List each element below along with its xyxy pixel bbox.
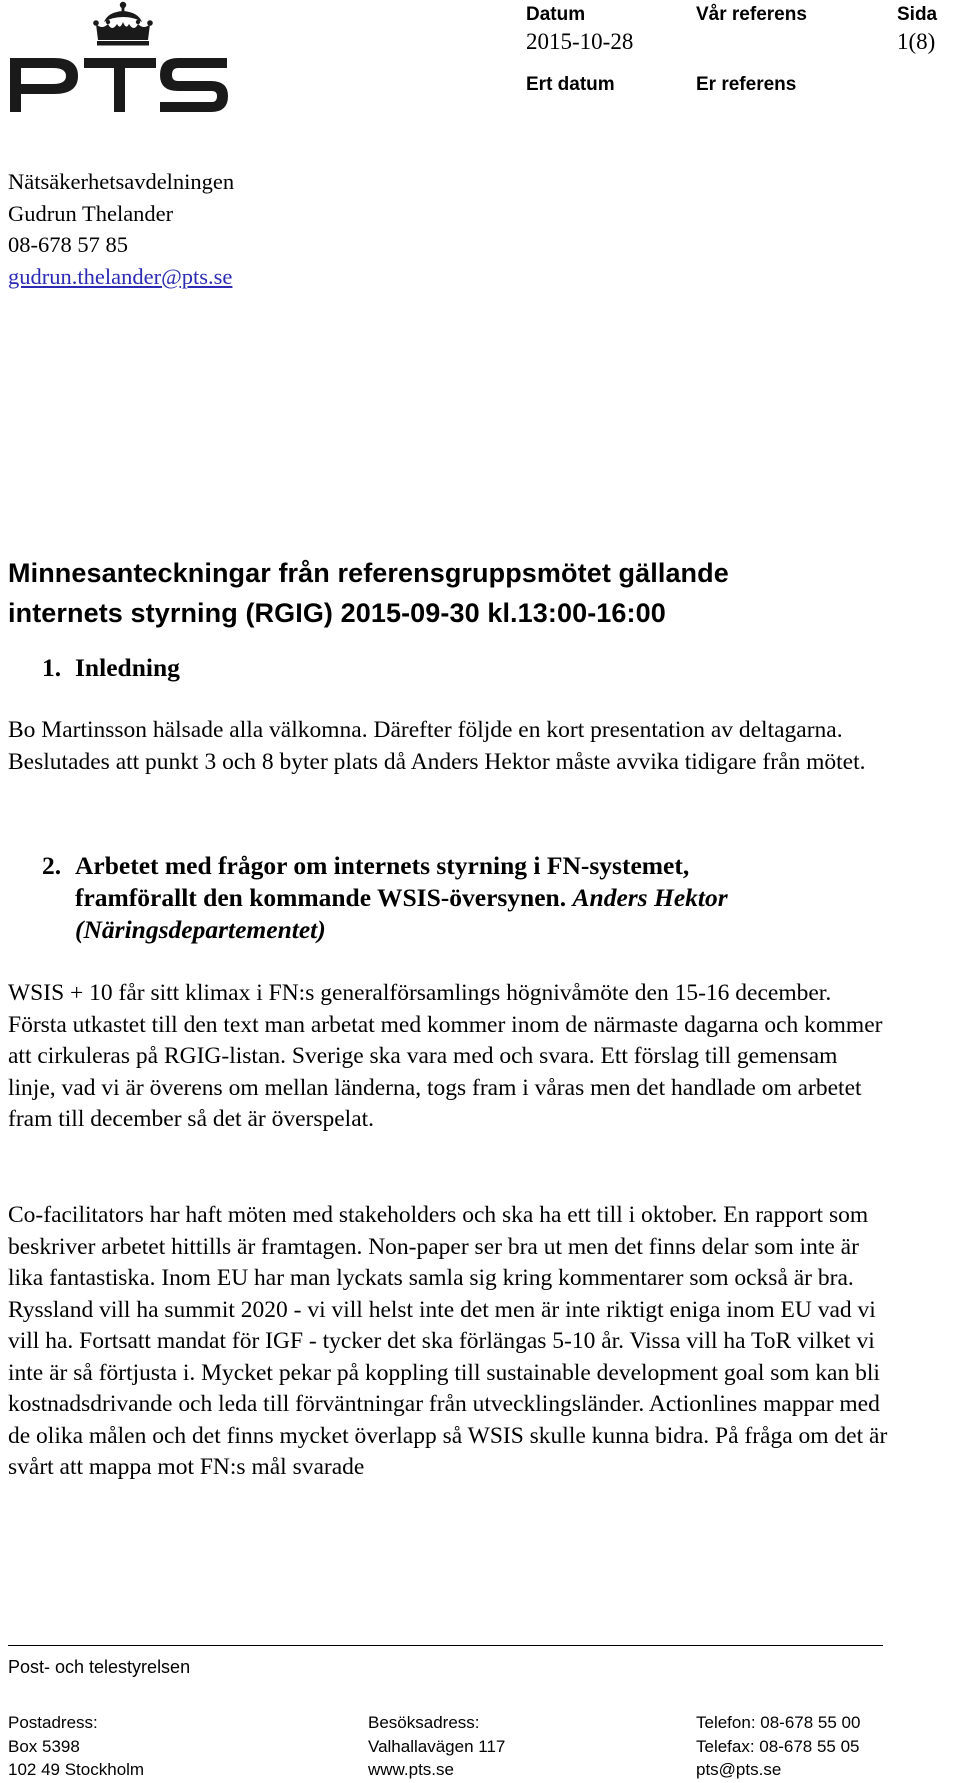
sida-label: Sida bbox=[897, 4, 938, 25]
sender-email-link[interactable]: gudrun.thelander@pts.se bbox=[8, 263, 233, 289]
section-2-title-line-1: Arbetet med frågor om internets styrning i FN-systemet, bbox=[75, 851, 690, 880]
footer-org: Post- och telestyrelsen bbox=[8, 1657, 191, 1677]
title-line-2: internets styrning (RGIG) 2015-09-30 kl.13:00-16:00 bbox=[8, 598, 666, 628]
section-1-title: Inledning bbox=[75, 653, 180, 682]
sender-block bbox=[8, 166, 234, 292]
section-1-body: Bo Martinsson hälsade alla välkomna. Därefter följde en kort presentation av deltagarna. Beslutades att punkt 3 och 8 byter plats då Anders Hektor måste avvika tidigare från mötet. bbox=[8, 717, 866, 775]
footer-postadress bbox=[8, 1711, 144, 1782]
datum-label: Datum bbox=[526, 4, 586, 25]
document-title bbox=[8, 553, 908, 633]
besoksadress-line-1: Valhallavägen 117 bbox=[368, 1736, 506, 1756]
section-2-paragraph-2: Co-facilitators har haft möten med stakeholders och ska ha ett till i oktober. En rapport som beskriver arbetet hittills är framtagen. Non-paper ser bra ut men det finns delar som inte är lika fantastiska. Inom EU har man lyckats samla sig kring kommentarer som också är bra. Ryssland vill ha summit 2020 - vi vill helst inte det men är inte riktigt eniga inom EU vad vi vill ha. Fortsatt mandat för IGF - tycker det ska förlängas 5-10 år. Vissa vill ha ToR vilket vi inte är så förtjusta i. Mycket pekar på koppling till sustainable development goal som kan bli kostnadsdrivande och leda till förväntningar från utvecklingsländer. Actionlines mappar med de olika målen och det finns mycket överlapp så WSIS skulle kunna bidra. På fråga om det är svårt att mappa mot FN:s mål svarade bbox=[8, 1202, 888, 1480]
er-referens-label: Er referens bbox=[696, 74, 797, 95]
logo-text: PTS bbox=[8, 0, 10, 1]
footer-contact bbox=[696, 1711, 860, 1782]
postadress-line-1: Box 5398 bbox=[8, 1736, 80, 1756]
footer-besoksadress bbox=[368, 1711, 505, 1782]
pts-logo bbox=[8, 0, 228, 115]
section-2-title-line-2: framförallt den kommande WSIS-översynen. bbox=[75, 883, 567, 912]
logo-letter-t bbox=[84, 58, 156, 112]
postadress-label: Postadress: bbox=[8, 1713, 98, 1732]
sida-value: 1(8) bbox=[897, 29, 936, 54]
logo-letter-s bbox=[160, 58, 228, 112]
footer-email[interactable]: pts@pts.se bbox=[696, 1760, 782, 1779]
section-2-heading bbox=[42, 850, 912, 946]
footer-telefon: Telefon: 08-678 55 00 bbox=[696, 1713, 861, 1732]
section-2-paragraph-1: WSIS + 10 får sitt klimax i FN:s generalförsamlings högnivåmöte den 15-16 december. Första utkastet till den text man arbetat med kommer inom de närmaste dagarna och kommer att cirkuleras på RGIG-listan. Sverige ska vara med och svara. Ett förslag till gemensam linje, vad vi är överens om mellan länderna, togs fram i våras men det handlade om arbetet fram till december så det är överspelat. bbox=[8, 980, 883, 1132]
var-referens-label: Vår referens bbox=[696, 4, 807, 25]
sender-name: Gudrun Thelander bbox=[8, 200, 174, 226]
footer-divider bbox=[8, 1645, 883, 1646]
ert-datum-label: Ert datum bbox=[526, 74, 615, 95]
section-1-number: 1. bbox=[42, 653, 62, 682]
crown-icon bbox=[93, 2, 153, 46]
section-2-presenter-org: (Näringsdepartementet) bbox=[75, 915, 326, 944]
postadress-line-2: 102 49 Stockholm bbox=[8, 1760, 145, 1779]
datum-value: 2015-10-28 bbox=[526, 29, 634, 54]
footer-website[interactable]: www.pts.se bbox=[368, 1760, 454, 1779]
section-2-presenter: Anders Hektor bbox=[572, 883, 728, 912]
logo-letter-p bbox=[10, 58, 78, 112]
section-1-heading bbox=[42, 652, 902, 684]
footer-telefax: Telefax: 08-678 55 05 bbox=[696, 1736, 860, 1756]
section-2-number: 2. bbox=[42, 851, 62, 880]
title-line-1: Minnesanteckningar från referensgruppsmötet gällande bbox=[8, 558, 729, 588]
sender-department: Nätsäkerhetsavdelningen bbox=[8, 169, 235, 194]
sender-phone: 08-678 57 85 bbox=[8, 232, 128, 257]
besoksadress-label: Besöksadress: bbox=[368, 1713, 480, 1732]
